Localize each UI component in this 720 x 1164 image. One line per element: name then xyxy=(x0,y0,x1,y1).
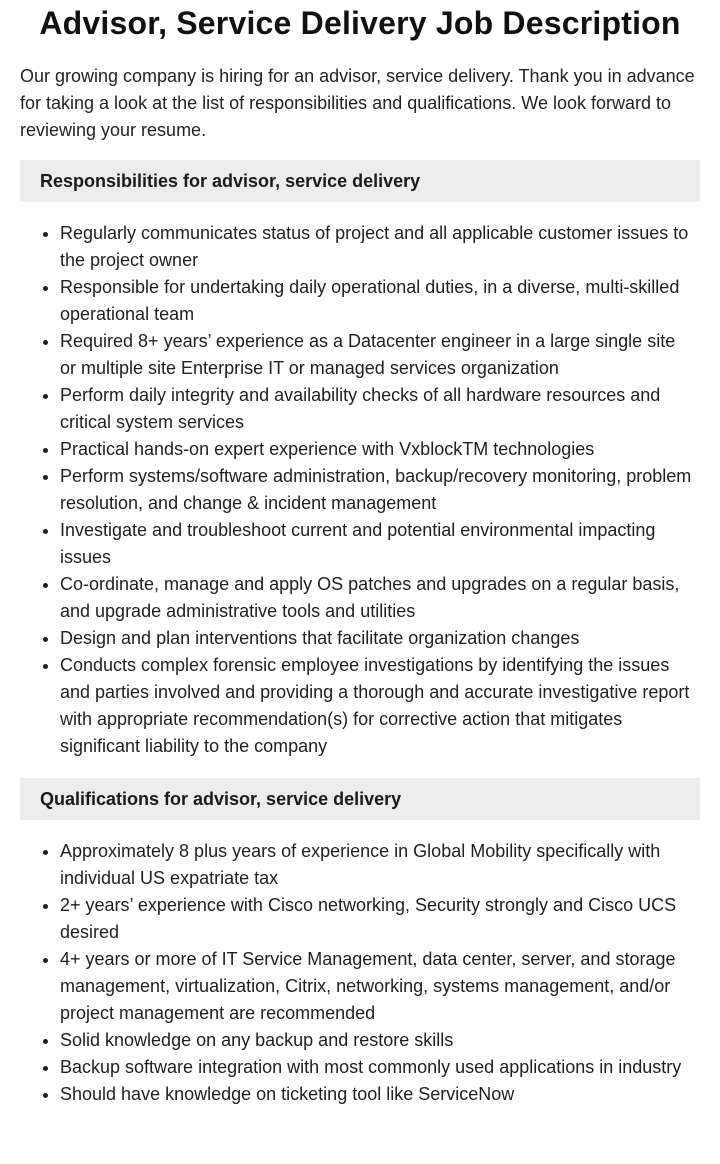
list-item: • Co-ordinate, manage and apply OS patches and upgrades on a regular basis, and upgrade administrative tools and utilities xyxy=(60,571,700,625)
qualifications-list xyxy=(20,838,700,1108)
list-item: • Conducts complex forensic employee investigations by identifying the issues and parties involved and providing a thorough and accurate investigative report with appropriate recommendation(s) for corrective action that mitigates significant liability to the company xyxy=(60,652,700,760)
page-title: Advisor, Service Delivery Job Description xyxy=(39,5,681,41)
list-item: • Practical hands-on expert experience with VxblockTM technologies xyxy=(60,436,700,463)
list-item: • Solid knowledge on any backup and restore skills xyxy=(60,1027,700,1054)
intro-paragraph: Our growing company is hiring for an advisor, service delivery. Thank you in advance for taking a look at the list of responsibilities and qualifications. We look forward to reviewing your resume. xyxy=(20,66,695,140)
list-item: • Approximately 8 plus years of experience in Global Mobility specifically with individual US expatriate tax xyxy=(60,838,700,892)
list-item: • Perform daily integrity and availability checks of all hardware resources and critical system services xyxy=(60,382,700,436)
list-item: • Investigate and troubleshoot current and potential environmental impacting issues xyxy=(60,517,700,571)
responsibilities-list xyxy=(20,220,700,760)
list-item: • Backup software integration with most commonly used applications in industry xyxy=(60,1054,700,1081)
list-item: • Required 8+ years’ experience as a Datacenter engineer in a large single site or multiple site Enterprise IT or managed services organization xyxy=(60,328,700,382)
list-item: • 4+ years or more of IT Service Management, data center, server, and storage management, virtualization, Citrix, networking, systems management, and/or project management are recommended xyxy=(60,946,700,1027)
list-item: • Design and plan interventions that facilitate organization changes xyxy=(60,625,700,652)
responsibilities-heading: Responsibilities for advisor, service delivery xyxy=(20,160,700,202)
list-item: • Regularly communicates status of project and all applicable customer issues to the project owner xyxy=(60,220,700,274)
list-item: • Responsible for undertaking daily operational duties, in a diverse, multi-skilled operational team xyxy=(60,274,700,328)
list-item: • Should have knowledge on ticketing tool like ServiceNow xyxy=(60,1081,700,1108)
list-item: • 2+ years’ experience with Cisco networking, Security strongly and Cisco UCS desired xyxy=(60,892,700,946)
list-item: • Perform systems/software administration, backup/recovery monitoring, problem resolution, and change & incident management xyxy=(60,463,700,517)
qualifications-heading: Qualifications for advisor, service delivery xyxy=(20,778,700,820)
